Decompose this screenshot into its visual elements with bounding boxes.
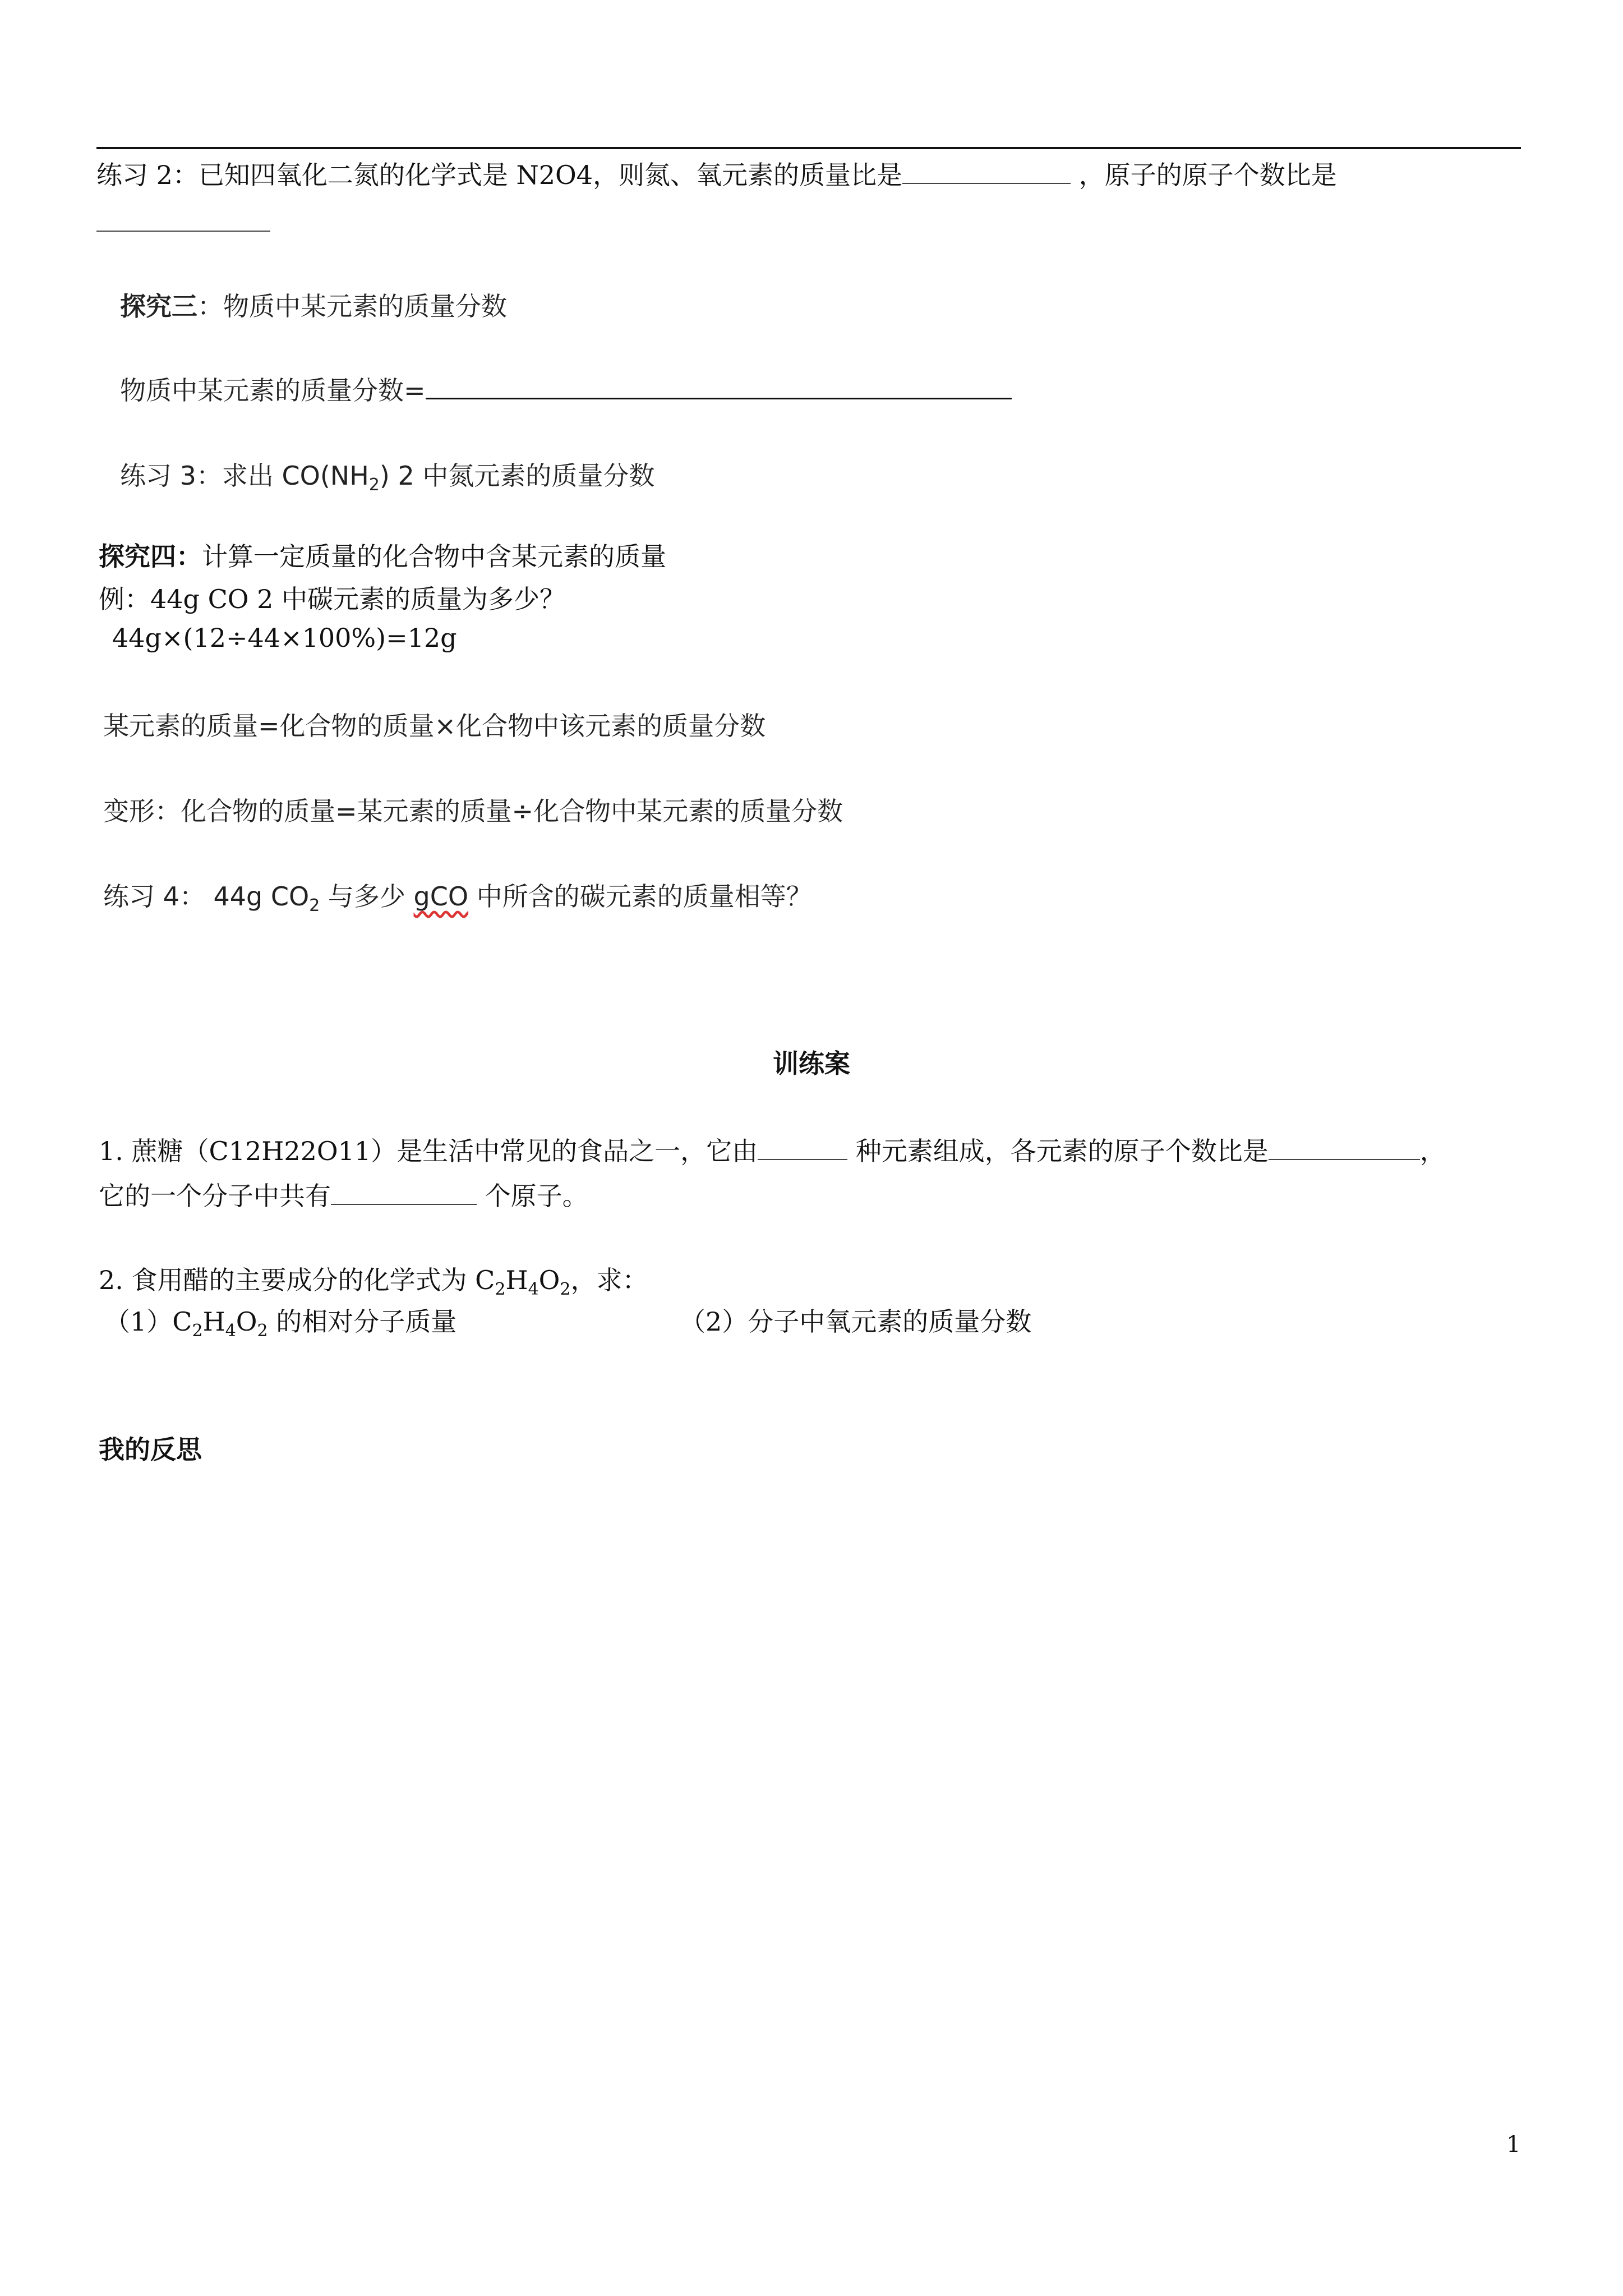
question-2-sub-1-b: 的相对分子质量 — [268, 1306, 457, 1337]
inquiry-3-title-text: ：物质中某元素的质量分数 — [197, 291, 507, 321]
question-1-part-3: ， — [1419, 1136, 1446, 1166]
exercise-2-prefix: 练习 2：已知四氧化二氮的化学式是 N2O4，则氮、氧元素的质量比是 — [96, 160, 903, 190]
exercise-4-suffix: 中所含的碳元素的质量相等？ — [468, 881, 812, 912]
answer-blank-mass-fraction-formula[interactable] — [426, 397, 1012, 399]
question-2-intro-a: 2. 食用醋的主要成分的化学式为 C — [99, 1265, 495, 1295]
exercise-3-subscript: 2 — [368, 475, 380, 495]
question-1-line-1 — [99, 1131, 1446, 1168]
exercise-4-prefix: 练习 4： 44g CO — [103, 881, 310, 912]
question-2-intro-b: ，求： — [570, 1265, 648, 1295]
question-2-sub-1 — [104, 1301, 457, 1341]
question-1-part-1: 1. 蔗糖（C12H22O11）是生活中常见的食品之一，它由 — [99, 1136, 758, 1166]
answer-blank-atom-ratio[interactable] — [96, 230, 270, 232]
formula-subscript-c-2: 2 — [192, 1321, 203, 1341]
mass-fraction-formula-label: 物质中某元素的质量分数= — [120, 375, 426, 406]
top-divider — [96, 147, 1521, 149]
inquiry-4-label: 探究四： — [99, 541, 202, 572]
formula-subscript-c: 2 — [495, 1280, 506, 1299]
question-2-sub-1-a: （1）C — [104, 1306, 192, 1337]
answer-blank-atom-total[interactable] — [331, 1203, 477, 1205]
formula-subscript-o-2: 2 — [257, 1321, 268, 1341]
page-number: 1 — [1506, 2132, 1521, 2157]
exercise-4-subscript: 2 — [309, 896, 320, 915]
exercise-2-middle: ，原子的原子个数比是 — [1078, 160, 1337, 190]
reflection-heading: 我的反思 — [99, 1434, 202, 1465]
mass-fraction-formula — [120, 370, 1012, 407]
inquiry-4-title-text: 计算一定质量的化合物中含某元素的质量 — [202, 541, 666, 572]
question-1-line-2-a: 它的一个分子中共有 — [99, 1181, 331, 1211]
exercise-2-line-2 — [96, 223, 270, 234]
exercise-4-mid: 与多少 — [320, 881, 414, 912]
formula-h-2: H — [202, 1306, 225, 1337]
question-1-line-2 — [99, 1176, 588, 1213]
formula-o: O — [538, 1265, 560, 1295]
answer-blank-mass-ratio[interactable] — [902, 182, 1071, 184]
question-1-part-2: 种元素组成，各元素的原子个数比是 — [847, 1136, 1269, 1166]
exercise-2-line — [96, 155, 1337, 192]
answer-blank-element-count[interactable] — [758, 1158, 847, 1160]
exercise-3 — [120, 455, 654, 493]
formula-subscript-o: 2 — [560, 1280, 571, 1299]
exercise-3-suffix: ) 2 中氮元素的质量分数 — [379, 461, 655, 491]
formula-subscript-h-2: 4 — [225, 1321, 236, 1341]
exercise-4 — [103, 876, 812, 913]
element-mass-rule: 某元素的质量=化合物的质量×化合物中该元素的质量分数 — [103, 711, 766, 741]
question-2-intro — [99, 1260, 648, 1297]
inquiry-4-title — [99, 536, 666, 573]
exercise-4-spellcheck-word: gCO — [413, 881, 469, 912]
formula-o-2: O — [236, 1306, 257, 1337]
inquiry-3-label: 探究三 — [120, 291, 197, 321]
question-2-sub-2: （2）分子中氧元素的质量分数 — [680, 1306, 1032, 1337]
inquiry-4-example: 例：44g CO 2 中碳元素的质量为多少？ — [99, 584, 566, 614]
question-1-line-2-b: 个原子。 — [477, 1181, 588, 1211]
training-heading: 训练案 — [773, 1048, 850, 1079]
formula-h: H — [505, 1265, 528, 1295]
inquiry-3-title — [120, 286, 507, 323]
exercise-3-prefix: 练习 3：求出 CO(NH — [120, 461, 369, 491]
inquiry-4-solution: 44g×(12÷44×100%)=12g — [112, 623, 457, 653]
formula-subscript-h: 4 — [528, 1280, 539, 1299]
element-mass-transform: 变形：化合物的质量=某元素的质量÷化合物中某元素的质量分数 — [103, 796, 843, 826]
answer-blank-atom-ratio-sucrose[interactable] — [1269, 1158, 1420, 1160]
